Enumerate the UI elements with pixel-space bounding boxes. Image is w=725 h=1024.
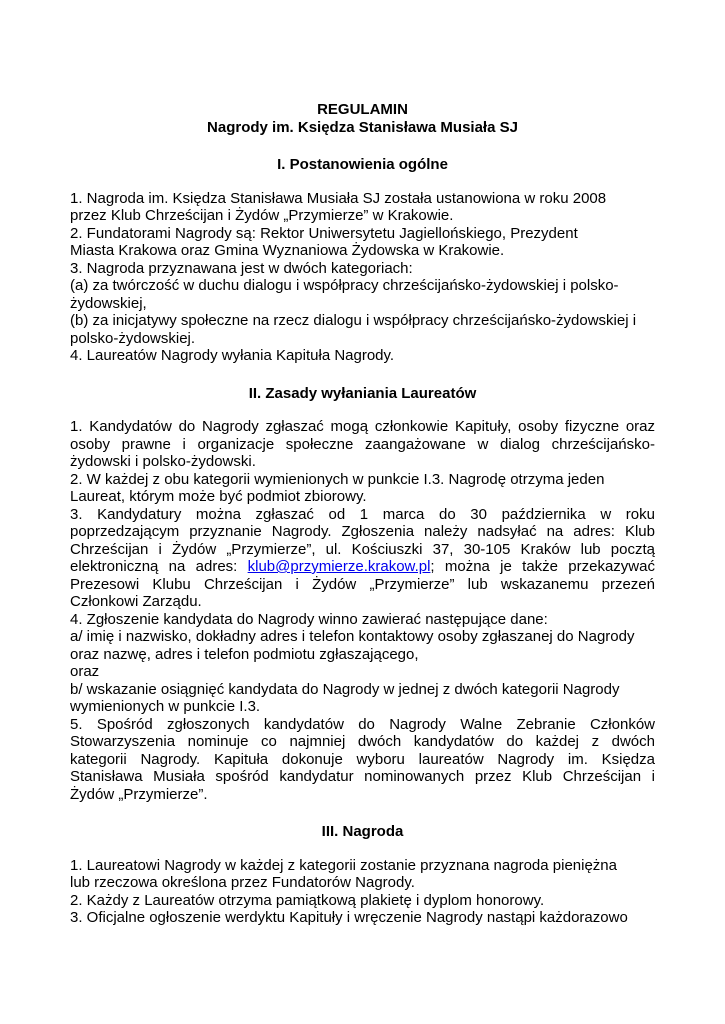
text-line: Miasta Krakowa oraz Gmina Wyznaniowa Żydowska w Krakowie. <box>70 242 505 259</box>
paragraph <box>70 225 655 260</box>
paragraph <box>70 312 655 347</box>
text-line: kategorii Nagrody. Kapituła dokonuje wyboru laureatów Nagrody im. Księdza <box>70 750 655 768</box>
paragraph <box>70 471 655 506</box>
text-line: poprzedzającym przyznanie Nagrody. Zgłoszenia należy nadsyłać na adres: Klub <box>70 523 655 540</box>
text-line: żydowski i polsko-żydowski. <box>70 453 256 470</box>
text-line: Prezesowi Klubu Chrześcijan i Żydów „Przymierze” lub wskazanemu przezeń <box>70 575 655 593</box>
text-line: osoby prawne i organizacje społeczne zaangażowane w dialog chrześcijańsko- <box>70 435 655 453</box>
paragraph <box>70 260 655 278</box>
paragraph <box>70 716 655 804</box>
text-line: lub rzeczowa określona przez Fundatorów Nagrody. <box>70 874 415 891</box>
text-line: Stanisława Musiała spośród kandydatur nominowanych przez Klub Chrześcijan i <box>70 768 655 785</box>
text-line: 1. Kandydatów do Nagrody zgłaszać mogą członkowie Kapituły, osoby fizyczne oraz <box>70 418 655 435</box>
text-line: 3. Oficjalne ogłoszenie werdyktu Kapituły i wręczenie Nagrody nastąpi każdorazowo <box>70 909 628 926</box>
paragraph <box>70 347 655 365</box>
text-line: 5. Spośród zgłoszonych kandydatów do Nagrody Walne Zebranie Członków <box>70 715 655 733</box>
text-line: 1. Nagroda im. Księdza Stanisława Musiała SJ została ustanowiona w roku 2008 <box>70 189 607 207</box>
paragraph <box>70 277 655 312</box>
paragraph <box>70 418 655 471</box>
text-line: Członkowi Zarządu. <box>70 593 202 610</box>
section-1-heading: I. Postanowienia ogólne <box>277 156 448 173</box>
paragraph <box>70 909 655 927</box>
text-line: (a) za twórczość w duchu dialogu i współpracy chrześcijańsko-żydowskiej i polsko- <box>70 277 619 294</box>
text-line: Stowarzyszenia nominuje co najmniej dwóch kandydatów do każdej z dwóch <box>70 733 655 750</box>
paragraph <box>70 857 655 892</box>
text-line: oraz nazwę, adres i telefon podmiotu zgłaszającego, <box>70 645 419 663</box>
section-3-heading: III. Nagroda <box>321 823 404 840</box>
text-after-link: ; można je także przekazywać <box>430 558 655 575</box>
text-line: 3. Kandydatury można zgłaszać od 1 marca do 30 października w roku <box>70 505 655 523</box>
text-line: żydowskiej, <box>70 294 147 312</box>
section-2-heading: II. Zasady wyłaniania Laureatów <box>248 384 477 402</box>
section-laureate-selection <box>70 385 655 804</box>
text-before-link: elektroniczną na adres: <box>70 558 248 575</box>
paragraph <box>70 611 655 629</box>
text-line: 1. Laureatowi Nagrody w każdej z kategorii zostanie przyznana nagroda pieniężna <box>70 856 617 874</box>
text-line: 4. Laureatów Nagrody wyłania Kapituła Nagrody. <box>70 347 395 364</box>
paragraph <box>70 628 655 663</box>
text-line: oraz <box>70 663 100 680</box>
paragraph <box>70 190 655 225</box>
text-line <box>70 558 655 576</box>
text-line: 2. Fundatorami Nagrody są: Rektor Uniwersytetu Jagiellońskiego, Prezydent <box>70 224 578 242</box>
section-award <box>70 823 655 927</box>
section-general-provisions <box>70 156 655 365</box>
document-title-line-1: REGULAMIN <box>317 101 408 118</box>
text-line: Żydów „Przymierze”. <box>70 785 208 803</box>
paragraph <box>70 892 655 910</box>
text-line: 4. Zgłoszenie kandydata do Nagrody winno zawierać następujące dane: <box>70 610 548 628</box>
paragraph <box>70 506 655 611</box>
paragraph <box>70 663 655 681</box>
document-title-line-2: Nagrody im. Księdza Stanisława Musiała SJ <box>207 118 518 136</box>
text-line: przez Klub Chrześcijan i Żydów „Przymierze” w Krakowie. <box>70 207 454 224</box>
text-line: b/ wskazanie osiągnięć kandydata do Nagrody w jednej z dwóch kategorii Nagrody <box>70 680 620 698</box>
text-line: 2. W każdej z obu kategorii wymienionych w punkcie I.3. Nagrodę otrzyma jeden <box>70 470 605 488</box>
text-line: polsko-żydowskiej. <box>70 329 196 347</box>
text-line: (b) za inicjatywy społeczne na rzecz dialogu i współpracy chrześcijańsko-żydowskiej i <box>70 312 637 329</box>
text-line: wymienionych w punkcie I.3. <box>70 698 261 715</box>
email-link[interactable]: klub@przymierze.krakow.pl <box>247 558 431 575</box>
paragraph <box>70 681 655 716</box>
text-line: Laureat, którym może być podmiot zbiorowy. <box>70 488 367 505</box>
text-line: Chrześcijan i Żydów „Przymierze”, ul. Kościuszki 37, 30-105 Kraków lub pocztą <box>70 540 655 558</box>
text-line: 2. Każdy z Laureatów otrzyma pamiątkową plakietę i dyplom honorowy. <box>70 891 545 909</box>
text-line: 3. Nagroda przyznawana jest w dwóch kategoriach: <box>70 259 413 277</box>
text-line: a/ imię i nazwisko, dokładny adres i telefon kontaktowy osoby zgłaszanej do Nagrody <box>70 628 635 645</box>
